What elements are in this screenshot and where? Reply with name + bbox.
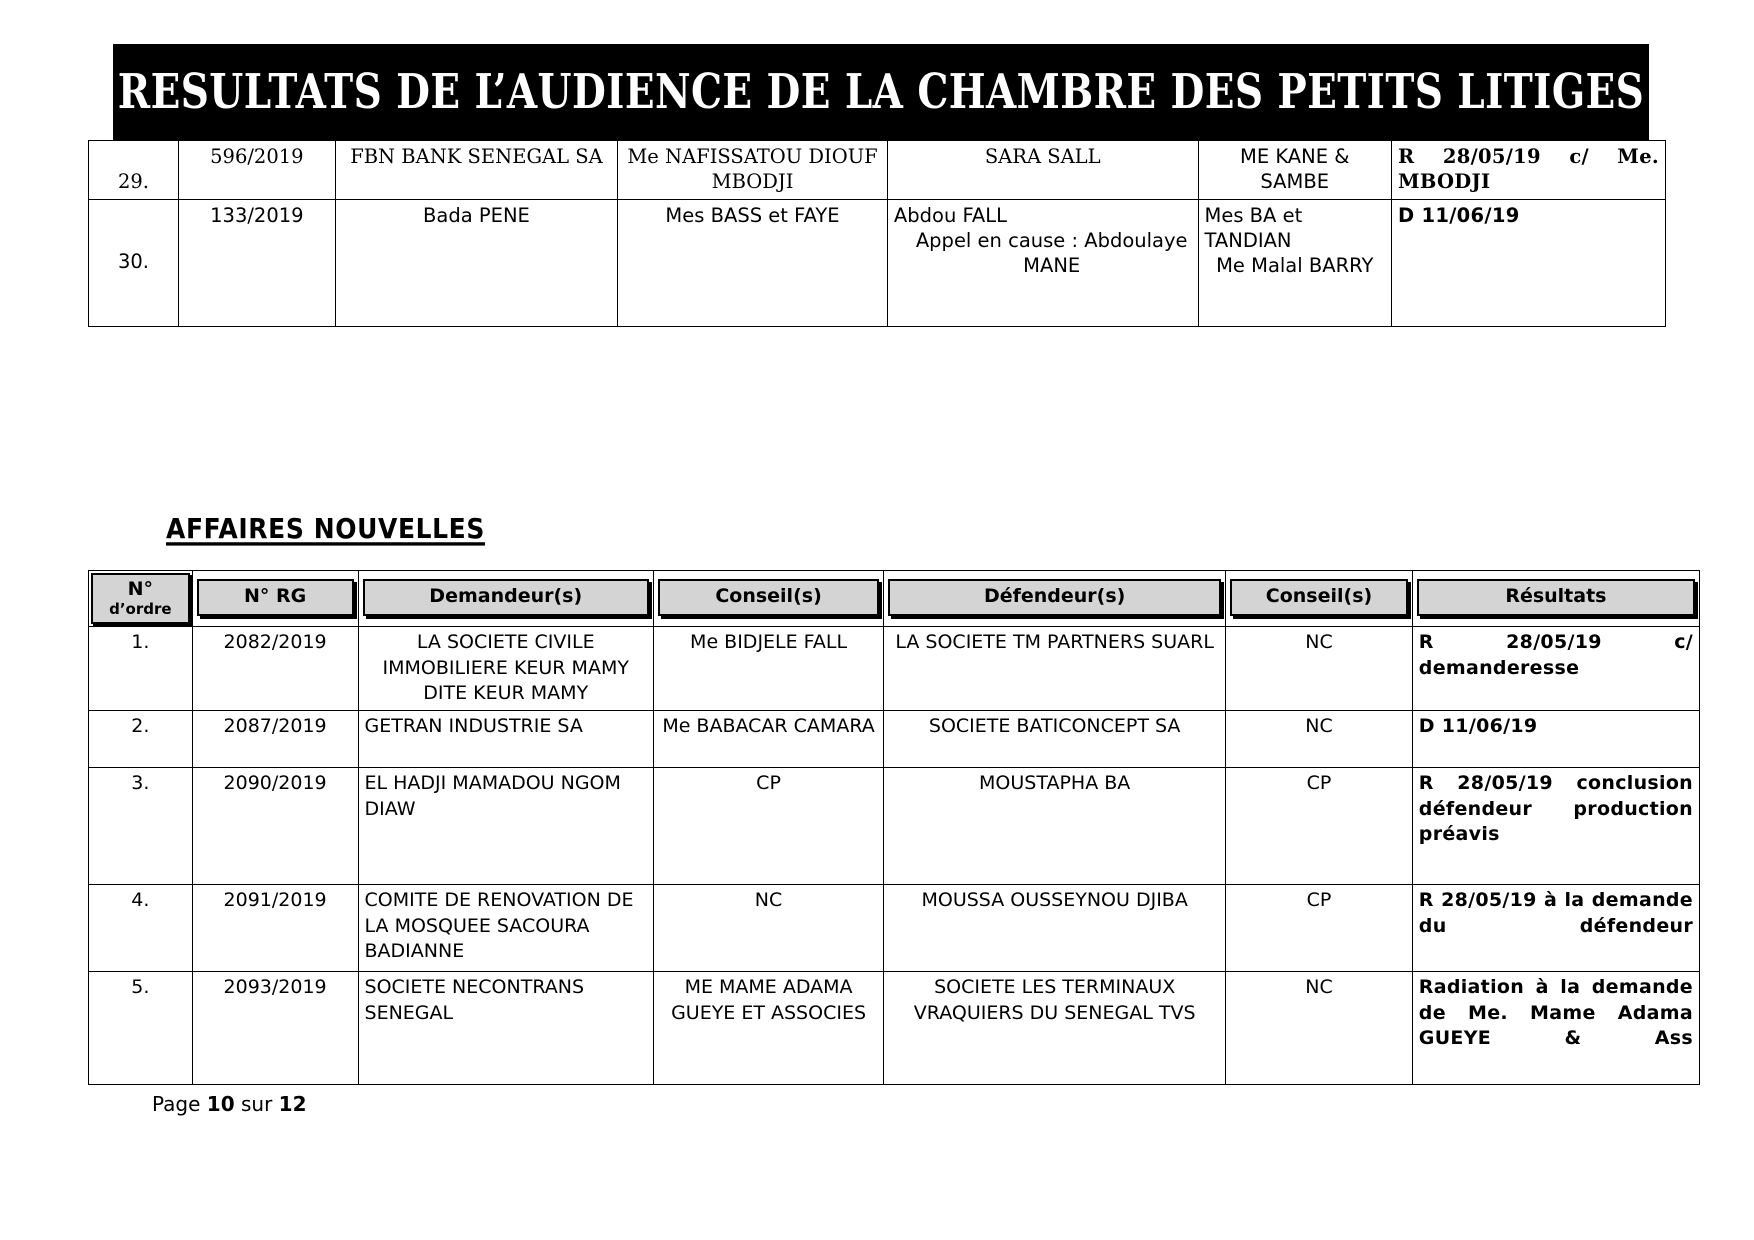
resultat: R 28/05/19 c/ demanderesse: [1412, 627, 1699, 711]
row-number: 30.: [89, 199, 179, 326]
header-label-rg: N° RG: [243, 585, 307, 608]
header-label-demandeur: Demandeur(s): [429, 585, 583, 608]
row-number: 5.: [89, 972, 193, 1085]
table-header-row: [89, 571, 1700, 627]
header-cell-conseil-defendeur: [1226, 571, 1413, 627]
row-number: 3.: [89, 768, 193, 885]
page-title: RESULTATS DE L’AUDIENCE DE LA CHAMBRE DES PETITS LITIGES: [117, 63, 1645, 121]
resultat: Radiation à la demande de Me. Mame Adama GUEYE & Ass: [1412, 972, 1699, 1085]
footer-prefix: Page: [152, 1092, 207, 1116]
row-number: 4.: [89, 885, 193, 972]
demandeur: Bada PENE: [335, 199, 617, 326]
demandeur: EL HADJI MAMADOU NGOM DIAW: [358, 768, 653, 885]
conseil-defendeur: CP: [1226, 885, 1413, 972]
resultat: D 11/06/19: [1412, 711, 1699, 768]
conseil-defendeur: NC: [1226, 972, 1413, 1085]
rg-number: 596/2019: [178, 141, 335, 200]
table-row: [89, 627, 1700, 711]
defendeur: SOCIETE LES TERMINAUX VRAQUIERS DU SENEGAL TVS: [884, 972, 1226, 1085]
header-cell-conseil-demandeur: [653, 571, 883, 627]
resultat: R 28/05/19 conclusion défendeur production préavis: [1412, 768, 1699, 885]
defendeur-line-2: Appel en cause : Abdoulaye MANE: [915, 228, 1188, 277]
table-row: [89, 768, 1700, 885]
page-title-banner: [113, 44, 1649, 140]
footer-middle: sur: [234, 1092, 279, 1116]
demandeur: COMITE DE RENOVATION DE LA MOSQUEE SACOURA BADIANNE: [358, 885, 653, 972]
conseil-demandeur: Me BIDJELE FALL: [653, 627, 883, 711]
resultat: R 28/05/19 à la demande du défendeur: [1412, 885, 1699, 972]
conseil-demandeur: ME MAME ADAMA GUEYE ET ASSOCIES: [653, 972, 883, 1085]
rg-number: 2087/2019: [192, 711, 358, 768]
conseil-defendeur: [1198, 199, 1391, 326]
header-label-numero: N°: [127, 578, 154, 600]
row-number: 1.: [89, 627, 193, 711]
conseil-demandeur: Me BABACAR CAMARA: [653, 711, 883, 768]
conseil-defendeur-line-2: Me Malal BARRY: [1216, 253, 1374, 277]
demandeur: GETRAN INDUSTRIE SA: [358, 711, 653, 768]
conseil-defendeur-line-1: Mes BA et TANDIAN: [1204, 203, 1303, 252]
resultat: D 11/06/19: [1391, 199, 1665, 326]
header-label-defendeur: Défendeur(s): [983, 585, 1126, 608]
table-row: [89, 711, 1700, 768]
defendeur: MOUSTAPHA BA: [884, 768, 1226, 885]
rg-number: 2093/2019: [192, 972, 358, 1085]
header-cell-rg: [192, 571, 358, 627]
rg-number: 133/2019: [178, 199, 335, 326]
table-row: [89, 972, 1700, 1085]
rg-number: 2082/2019: [192, 627, 358, 711]
defendeur: LA SOCIETE TM PARTNERS SUARL: [884, 627, 1226, 711]
resultat: R 28/05/19 c/ Me. MBODJI: [1391, 141, 1665, 200]
conseil-demandeur: Mes BASS et FAYE: [618, 199, 888, 326]
section-heading-affaires-nouvelles: AFFAIRES NOUVELLES: [166, 512, 485, 545]
conseil-defendeur: NC: [1226, 711, 1413, 768]
conseil-demandeur: NC: [653, 885, 883, 972]
page-footer: [152, 1092, 307, 1116]
demandeur: LA SOCIETE CIVILE IMMOBILIERE KEUR MAMY DITE KEUR MAMY: [358, 627, 653, 711]
header-sublabel-dordre: d’ordre: [109, 599, 172, 618]
conseil-defendeur: CP: [1226, 768, 1413, 885]
defendeur: SOCIETE BATICONCEPT SA: [884, 711, 1226, 768]
new-cases-table: [88, 570, 1700, 1085]
conseil-defendeur: NC: [1226, 627, 1413, 711]
header-cell-demandeur: [358, 571, 653, 627]
conseil-demandeur: CP: [653, 768, 883, 885]
footer-current-page: 10: [206, 1092, 235, 1116]
defendeur-line-1: Abdou FALL: [893, 203, 1007, 227]
demandeur: SOCIETE NECONTRANS SENEGAL: [358, 972, 653, 1085]
header-label-conseil-defendeur: Conseil(s): [1265, 585, 1373, 608]
row-number: 29.: [89, 141, 179, 200]
header-cell-numero: [89, 571, 193, 627]
table-row: [89, 885, 1700, 972]
rg-number: 2091/2019: [192, 885, 358, 972]
footer-total-pages: 12: [278, 1092, 307, 1116]
header-label-resultats: Résultats: [1505, 585, 1607, 608]
rg-number: 2090/2019: [192, 768, 358, 885]
conseil-defendeur: ME KANE & SAMBE: [1198, 141, 1391, 200]
defendeur: [887, 199, 1198, 326]
defendeur: MOUSSA OUSSEYNOU DJIBA: [884, 885, 1226, 972]
header-label-conseil-demandeur: Conseil(s): [715, 585, 822, 608]
header-cell-defendeur: [884, 571, 1226, 627]
demandeur: FBN BANK SENEGAL SA: [335, 141, 617, 200]
header-cell-resultats: [1412, 571, 1699, 627]
table-row: [89, 199, 1666, 326]
row-number: 2.: [89, 711, 193, 768]
table-row: [89, 141, 1666, 200]
conseil-demandeur: Me NAFISSATOU DIOUF MBODJI: [618, 141, 888, 200]
continuation-results-table: [88, 140, 1666, 327]
defendeur: SARA SALL: [887, 141, 1198, 200]
